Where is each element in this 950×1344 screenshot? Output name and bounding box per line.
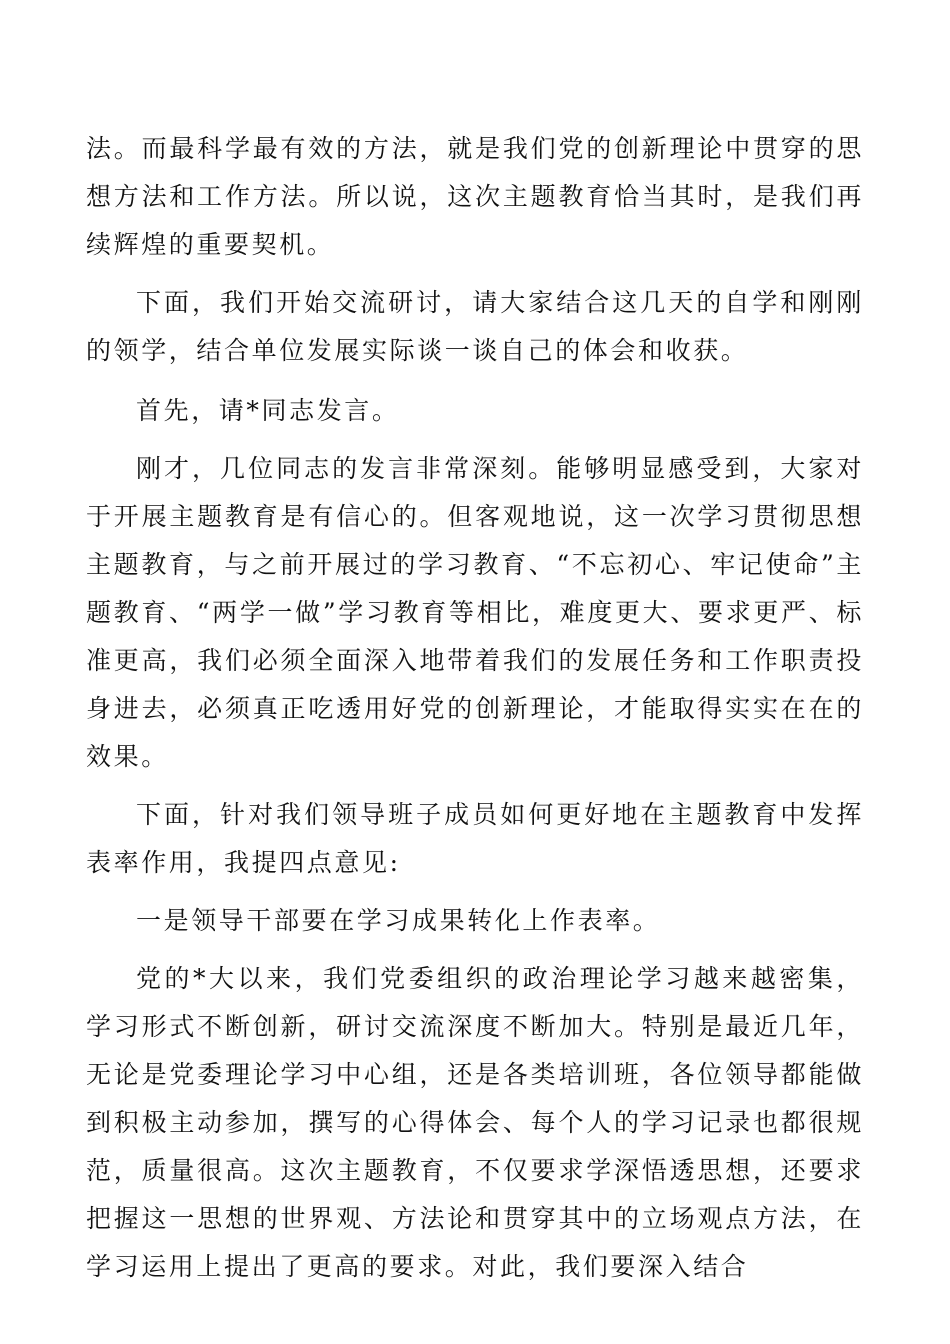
paragraph-first-speaker: 首先，请*同志发言。 [136, 396, 400, 425]
paragraph-continuation: 法。而最科学最有效的方法，就是我们党的创新理论中贯穿的思想方法和工作方法。所以说，这次主题教育恰当其时，是我们再续辉煌的重要契机。 [86, 134, 864, 259]
document-body [86, 125, 864, 1291]
paragraph-summary-remarks: 刚才，几位同志的发言非常深刻。能够明显感受到，大家对于开展主题教育是有信心的。但客观地说，这一次学习贯彻思想主题教育，与之前开展过的学习教育、“不忘初心、牢记使命”主题教育、“两学一做”学习教育等相比，难度更大、要求更严、标准更高，我们必须全面深入地带着我们的发展任务和工作职责投身进去，必须真正吃透用好党的创新理论，才能取得实实在在的效果。 [86, 454, 864, 771]
paragraph-point-one-heading: 一是领导干部要在学习成果转化上作表率。 [136, 906, 661, 935]
paragraph-four-opinions-intro: 下面，针对我们领导班子成员如何更好地在主题教育中发挥表率作用，我提四点意见: [86, 800, 864, 877]
paragraph-point-one-body: 党的*大以来，我们党委组织的政治理论学习越来越密集，学习形式不断创新，研讨交流深度不断加大。特别是最近几年，无论是党委理论学习中心组，还是各类培训班，各位领导都能做到积极主动参加，撰写的心得体会、每个人的学习记录也都很规范，质量很高。这次主题教育，不仅要求学深悟透思想，还要求把握这一思想的世界观、方法论和贯穿其中的立场观点方法，在学习运用上提出了更高的要求。对此，我们要深入结合 [86, 964, 864, 1281]
paragraph-discussion-intro: 下面，我们开始交流研讨，请大家结合这几天的自学和刚刚的领学，结合单位发展实际谈一谈自己的体会和收获。 [86, 288, 864, 365]
